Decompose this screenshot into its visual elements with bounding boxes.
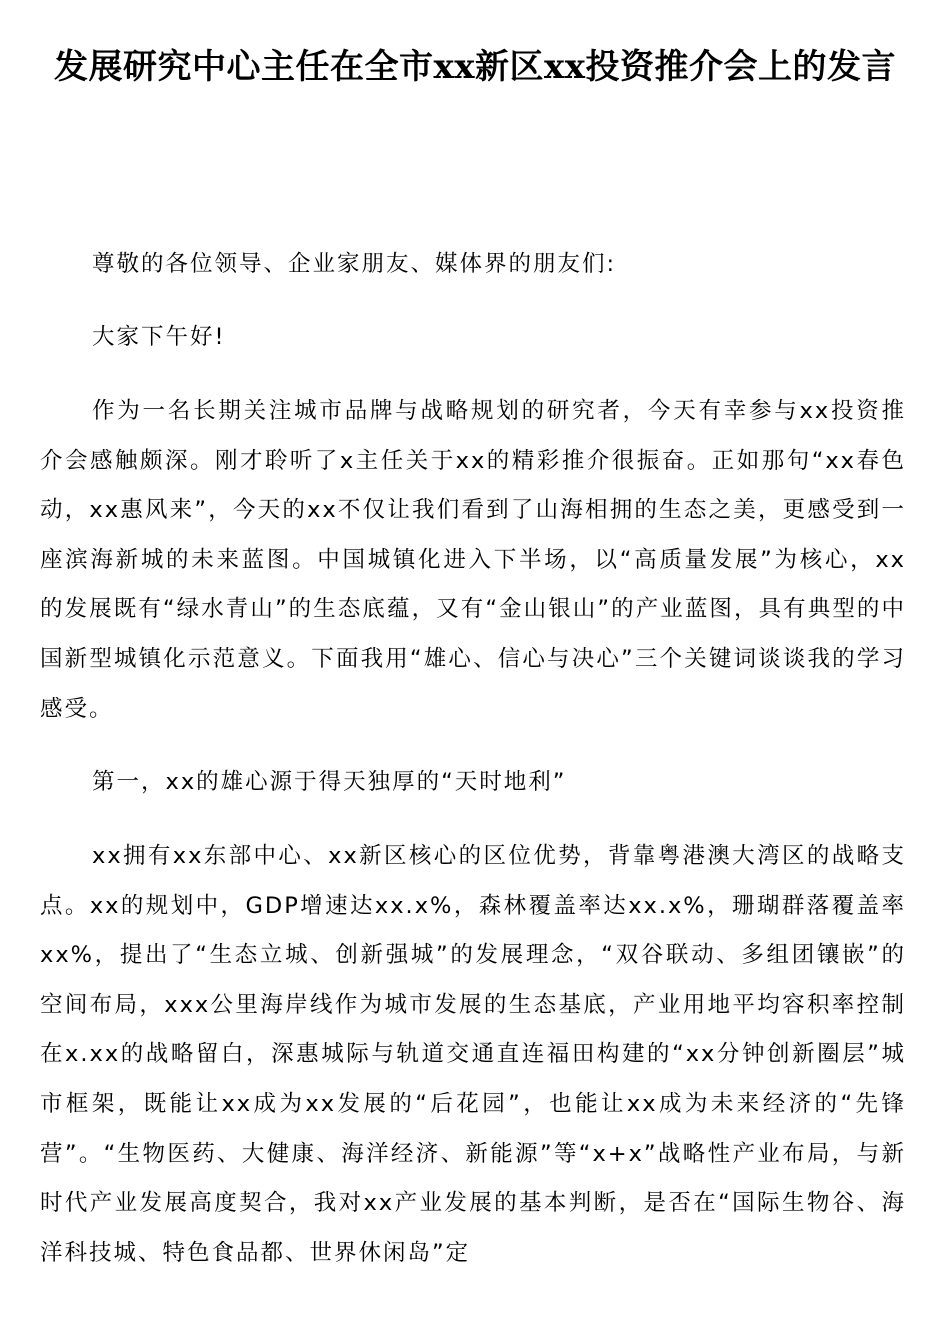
- section-heading-1-text: 第一，xx的雄心源于得天独厚的“天时地利”: [92, 769, 567, 795]
- paragraph-intro-text: 作为一名长期关注城市品牌与战略规划的研究者，今天有幸参与xx投资推介会感触颇深。刚才聆听了x主任关于xx的精彩推介很振奋。正如那句“xx春色动，xx惠风来”，今天的xx不仅让我们看到了山海相拥的生态之美，更感受到一座滨海新城的未来蓝图。中国城镇化进入下半场，以“高质量发展”为核心，xx的发展既有“绿水青山”的生态底蕴，又有“金山银山”的产业蓝图，具有典型的中国新型城镇化示范意义。下面我用“雄心、信心与决心”三个关键词谈谈我的学习感受。: [40, 398, 906, 722]
- document-title: 发展研究中心主任在全市xx新区xx投资推介会上的发言: [53, 47, 897, 87]
- greeting: [40, 313, 906, 363]
- paragraph-section-1: [40, 832, 906, 1278]
- greeting-text: 大家下午好!: [92, 324, 226, 350]
- paragraph-section-1-text: xx拥有xx东部中心、xx新区核心的区位优势，背靠粤港澳大湾区的战略支点。xx的规划中，GDP增速达xx.x%，森林覆盖率达xx.x%，珊瑚群落覆盖率xx%，提出了“生态立城、创新强城”的发展理念，“双谷联动、多组团镶嵌”的空间布局，xxx公里海岸线作为城市发展的生态基底，产业用地平均容积率控制在x.xx的战略留白，深惠城际与轨道交通直连福田构建的“xx分钟创新圈层”城市框架，既能让xx成为xx发展的“后花园”，也能让xx成为未来经济的“先锋营”。“生物医药、大健康、海洋经济、新能源”等“x+x”战略性产业布局，与新时代产业发展高度契合，我对xx产业发展的基本判断，是否在“国际生物谷、海洋科技城、特色食品都、世界休闲岛”定: [40, 843, 906, 1266]
- paragraph-intro: [40, 387, 906, 734]
- section-heading-1: [40, 758, 906, 808]
- salutation: [40, 240, 906, 290]
- salutation-text: 尊敬的各位领导、企业家朋友、媒体界的朋友们:: [92, 251, 617, 277]
